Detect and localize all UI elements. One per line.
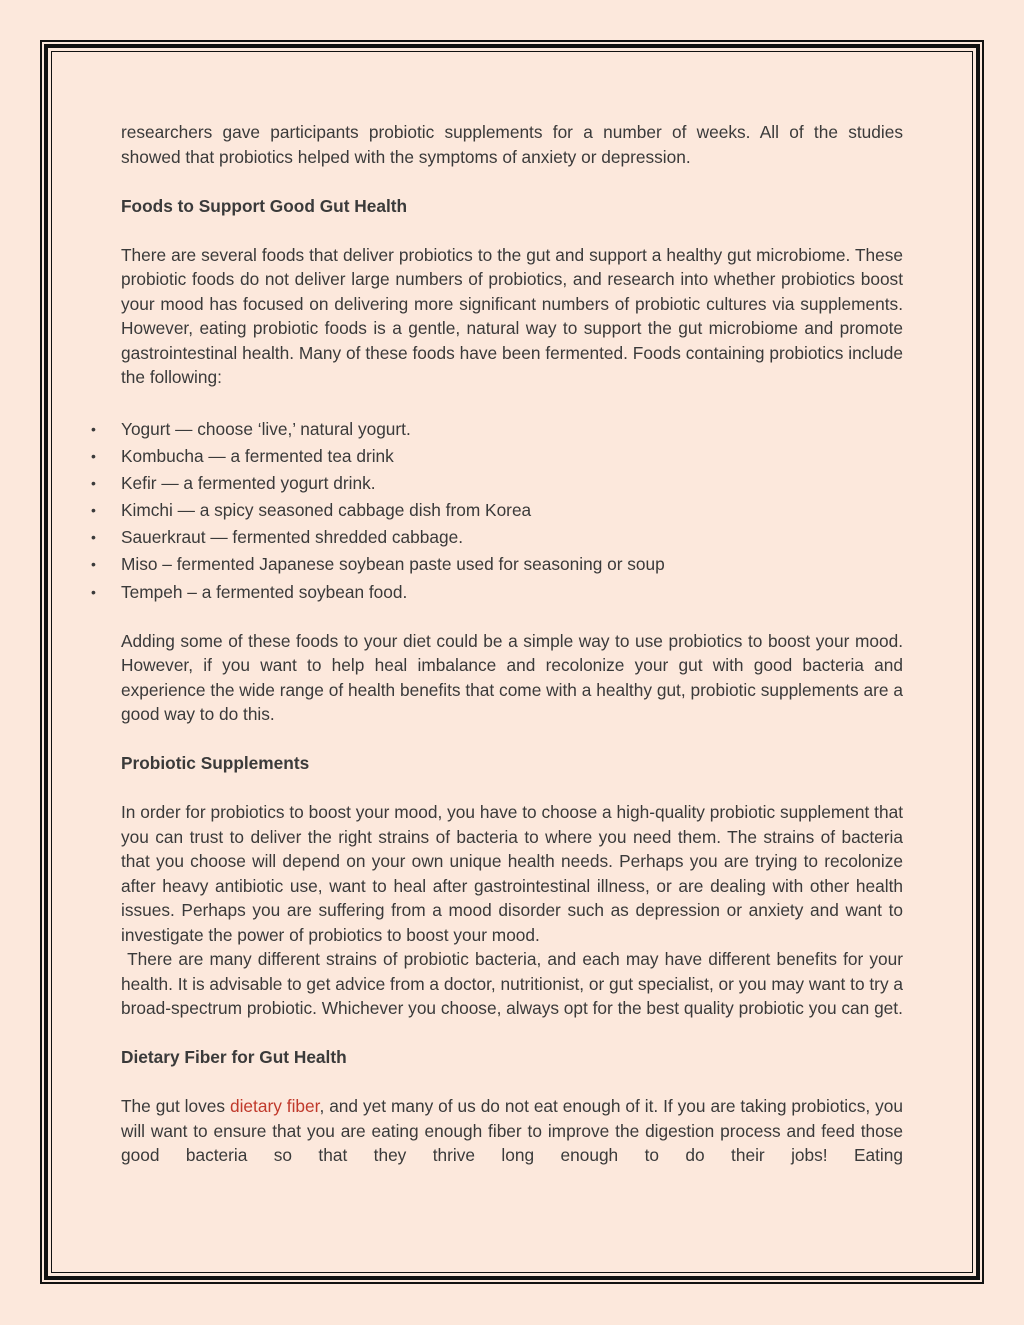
list-item: • Miso – fermented Japanese soybean paste used for seasoning or soup <box>121 552 903 579</box>
list-item: • Sauerkraut — fermented shredded cabbage. <box>121 525 903 552</box>
bullet-icon: • <box>91 583 96 600</box>
document-body <box>91 120 908 1168</box>
bullet-icon: • <box>91 474 96 491</box>
heading-supplements: Probiotic Supplements <box>121 753 310 774</box>
heading-foods: Foods to Support Good Gut Health <box>121 195 408 216</box>
list-item: • Kombucha — a fermented tea drink <box>121 444 903 471</box>
paragraph-supplements-1: In order for probiotics to boost your mood, you have to choose a high-quality probiotic supplement that you can trust to deliver the right strains of bacteria to where you need them. The strains of bacteria that you choose will depend on your own unique health needs. Perhaps you are trying to recolonize after heavy antibiotic use, want to heal after gastrointestinal illness, or are dealing with other health issues. Perhaps you are suffering from a mood disorder such as depression or anxiety and want to investigate the power of probiotics to boost your mood. <box>121 802 903 945</box>
dietary-fiber-link[interactable]: dietary fiber <box>229 1096 320 1117</box>
list-item: • Yogurt — choose ‘live,’ natural yogurt. <box>121 417 903 444</box>
paragraph-fiber <box>121 1094 903 1168</box>
heading-fiber: Dietary Fiber for Gut Health <box>121 1047 347 1068</box>
paragraph-foods: There are several foods that deliver probiotics to the gut and support a healthy gut microbiome. These probiotic foods do not deliver large numbers of probiotics, and research into whether probiotics boost your mood has focused on delivering more significant numbers of probiotic cultures via supplements. However, eating probiotic foods is a gentle, natural way to support the gut microbiome and promote gastrointestinal health. Many of these foods have been fermented. Foods containing probiotics include the following: <box>121 244 903 387</box>
bullet-icon: • <box>91 502 96 519</box>
paragraph-supplements-2: There are many different strains of probiotic bacteria, and each may have different benefits for your health. It is advisable to get advice from a doctor, nutritionist, or gut specialist, or you may want to try a broad-spectrum probiotic. Whichever you choose, always opt for the best quality probiotic you can get. <box>121 949 908 1019</box>
bullet-icon: • <box>91 420 96 437</box>
fiber-text-rest: , and yet many of us do not eat enough of it. If you are taking probiotics, you will want to ensure that you are eating enough fiber to improve the digestion process and feed those good bacteria so that they thrive long enough to do their jobs! Eating <box>121 1096 903 1166</box>
list-item: • Kimchi — a spicy seasoned cabbage dish from Korea <box>121 498 903 525</box>
intro-line-1: researchers gave participants probiotic supplements for a number of weeks. All of the studies <box>121 122 903 142</box>
bullet-icon: • <box>91 529 96 546</box>
probiotic-foods-list <box>91 417 903 607</box>
bullet-icon: • <box>91 556 96 573</box>
bullet-icon: • <box>91 447 96 464</box>
paragraph-adding-foods: Adding some of these foods to your diet could be a simple way to use probiotics to boost your mood. However, if you want to help heal imbalance and recolonize your gut with good bacteria and experience the wide range of health benefits that come with a healthy gut, probiotic supplements are a good way to do this. <box>121 630 903 725</box>
list-item: • Kefir — a fermented yogurt drink. <box>121 471 903 498</box>
intro-line-2: showed that probiotics helped with the symptoms of anxiety or depression. <box>121 146 691 167</box>
fiber-text-start: The gut loves <box>121 1096 230 1117</box>
list-item: • Tempeh – a fermented soybean food. <box>121 580 903 607</box>
